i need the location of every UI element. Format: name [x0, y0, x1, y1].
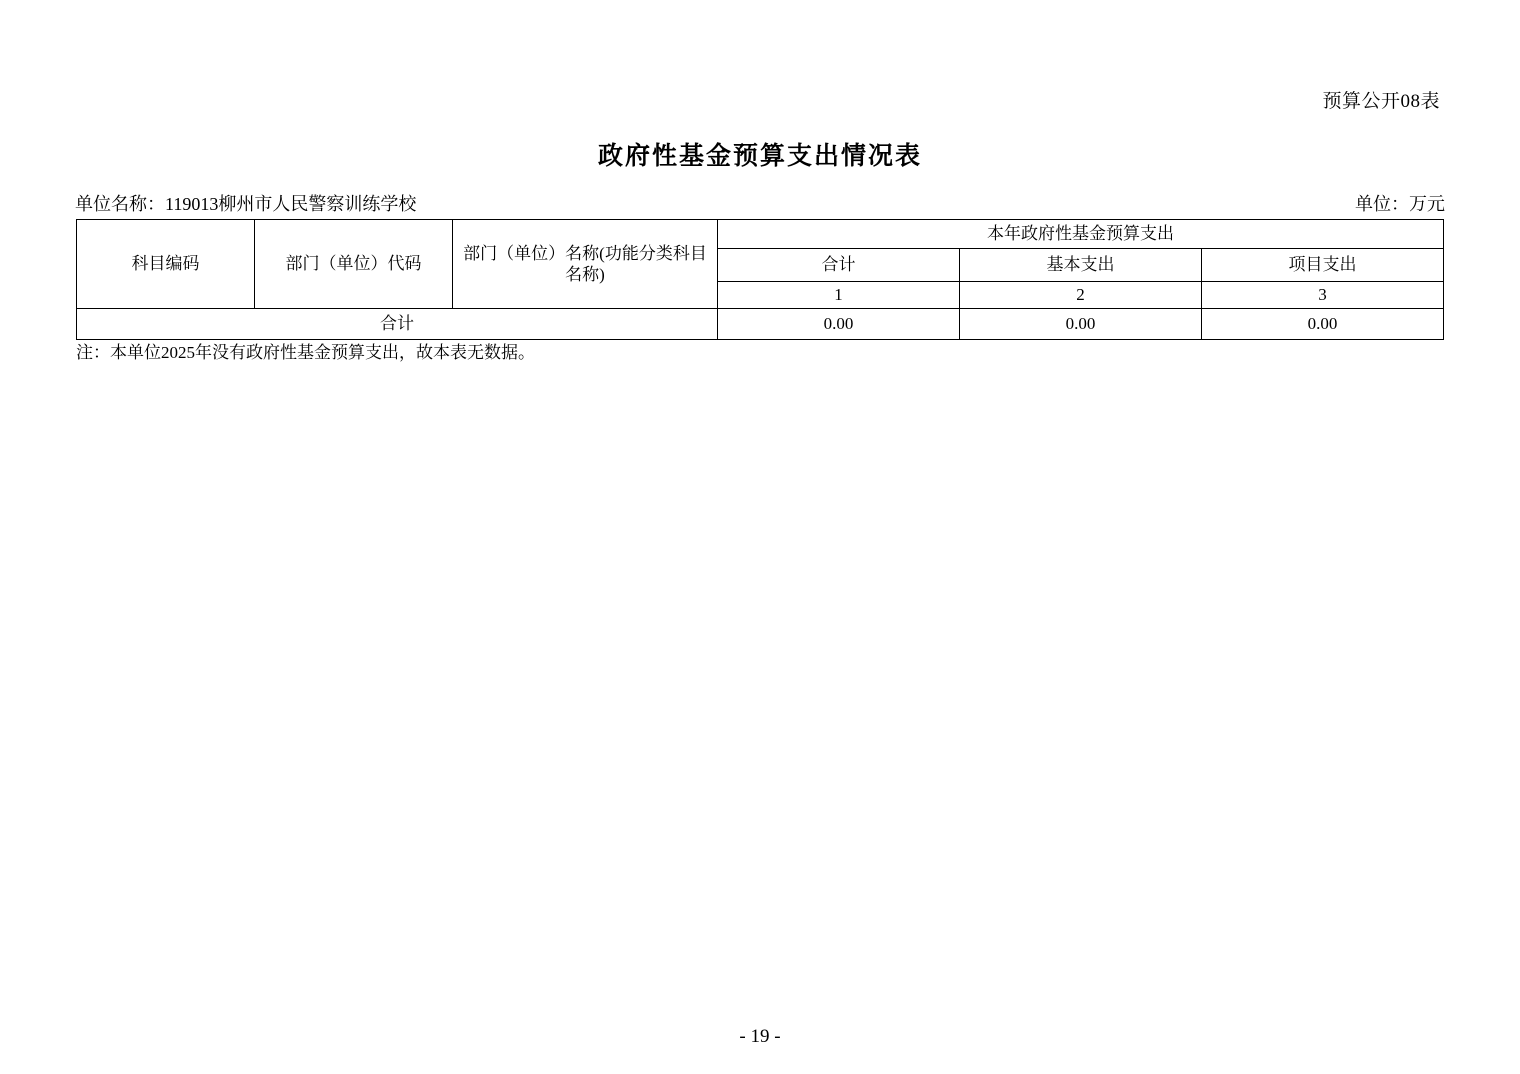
header-group-current-year: 本年政府性基金预算支出: [718, 220, 1444, 249]
amount-unit-label: 单位：万元: [1355, 194, 1445, 214]
header-total: 合计: [718, 249, 960, 282]
header-column-number-3: 3: [1202, 282, 1444, 309]
form-number: 预算公开08表: [1322, 91, 1440, 112]
meta-row: [75, 190, 1445, 214]
row-total-label: 合计: [77, 309, 718, 340]
header-subject-code: 科目编码: [77, 220, 255, 309]
header-dept-name: [453, 220, 718, 309]
header-basic-expenditure: 基本支出: [960, 249, 1202, 282]
table-row: [77, 309, 1444, 340]
header-dept-name-text: 部门（单位）名称(功能分类科目名称): [463, 243, 707, 284]
page-title: 政府性基金预算支出情况表: [597, 143, 922, 170]
page-number: - 19 -: [739, 1026, 781, 1047]
header-project-expenditure: 项目支出: [1202, 249, 1444, 282]
header-column-number-2: 2: [960, 282, 1202, 309]
row-total-value: 0.00: [718, 309, 960, 340]
table-note: 注：本单位2025年没有政府性基金预算支出，故本表无数据。: [76, 343, 535, 362]
header-dept-code: 部门（单位）代码: [255, 220, 453, 309]
budget-table: [76, 219, 1444, 340]
header-column-number-1: 1: [718, 282, 960, 309]
row-project-value: 0.00: [1202, 309, 1444, 340]
unit-name-label: 单位名称：119013柳州市人民警察训练学校: [75, 194, 417, 214]
row-basic-value: 0.00: [960, 309, 1202, 340]
